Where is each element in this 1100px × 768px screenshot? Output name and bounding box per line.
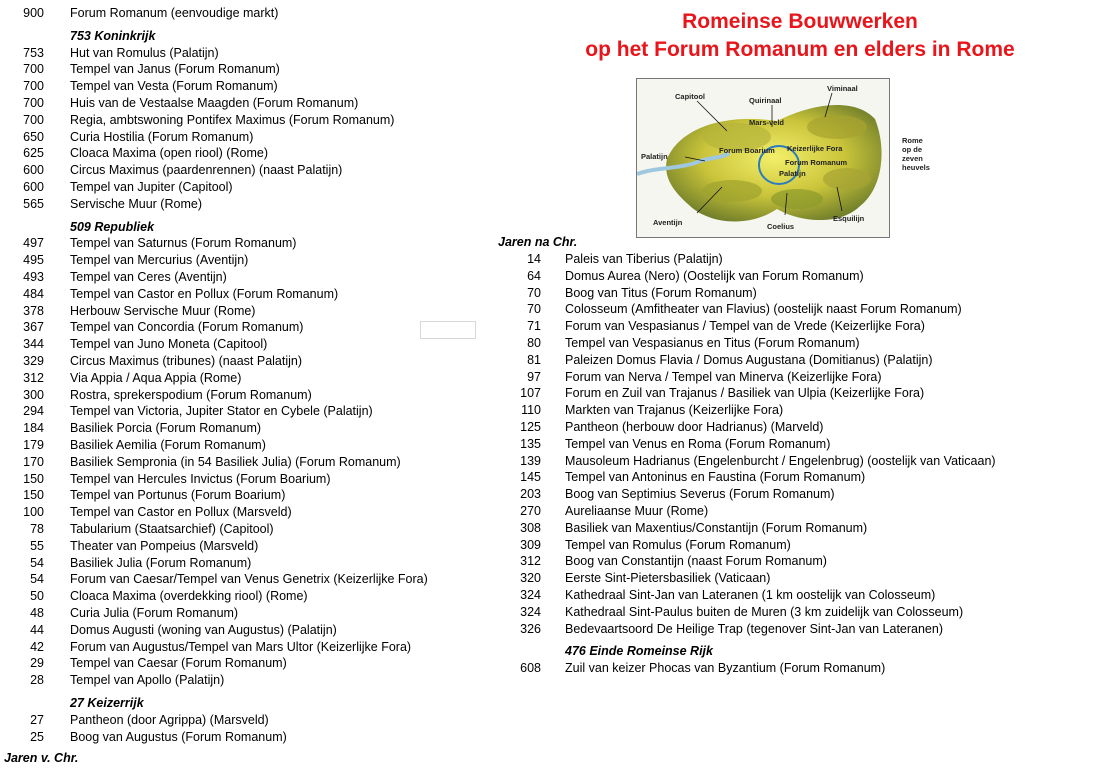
map-label-viminaal: Viminaal bbox=[827, 84, 858, 93]
building-name: Forum van Caesar/Tempel van Venus Genetrix (Keizerlijke Fora) bbox=[70, 572, 428, 587]
bc-era-label: Jaren v. Chr. bbox=[4, 751, 79, 765]
building-name: Zuil van keizer Phocas van Byzantium (Forum Romanum) bbox=[565, 661, 886, 676]
building-name: Tempel van Ceres (Aventijn) bbox=[70, 270, 227, 284]
timeline-row bbox=[4, 196, 604, 213]
year: 367 bbox=[23, 320, 44, 335]
building-name: Tempel van Romulus (Forum Romanum) bbox=[565, 537, 791, 552]
timeline-row bbox=[504, 369, 1100, 386]
year: 608 bbox=[520, 661, 541, 676]
year: 203 bbox=[520, 487, 541, 502]
building-name: Rostra, sprekerspodium (Forum Romanum) bbox=[70, 387, 312, 402]
timeline-row bbox=[504, 486, 1100, 503]
section-header: 476 Einde Romeinse Rijk bbox=[565, 644, 713, 659]
year: 48 bbox=[30, 606, 44, 620]
building-name: Tempel van Portunus (Forum Boarium) bbox=[70, 488, 286, 503]
timeline-row bbox=[4, 162, 604, 179]
map-label-palatijn-center: Palatijn bbox=[779, 169, 806, 178]
year: 324 bbox=[520, 604, 541, 619]
year: 81 bbox=[527, 352, 541, 367]
year: 135 bbox=[520, 436, 541, 451]
timeline-row bbox=[504, 285, 1100, 302]
building-name: Circus Maximus (tribunes) (naast Palatijn) bbox=[70, 354, 303, 368]
building-name: Tempel van Antoninus en Faustina (Forum Romanum) bbox=[565, 470, 866, 485]
building-name: Basiliek Aemilia (Forum Romanum) bbox=[70, 438, 266, 452]
timeline-row bbox=[504, 469, 1100, 486]
map-label-palatijn-left: Palatijn bbox=[641, 152, 668, 161]
building-name: Tempel van Vespasianus en Titus (Forum Romanum) bbox=[565, 336, 860, 350]
building-name: Tempel van Castor en Pollux (Forum Romanum) bbox=[70, 286, 339, 301]
year: 650 bbox=[23, 129, 44, 144]
building-name: Tempel van Mercurius (Aventijn) bbox=[70, 253, 249, 268]
timeline-row bbox=[504, 419, 1100, 436]
building-name: Tempel van Juno Moneta (Capitool) bbox=[70, 337, 268, 352]
year: 145 bbox=[520, 470, 541, 485]
timeline-row bbox=[4, 61, 604, 78]
building-name: Bedevaartsoord De Heilige Trap (tegenover Sint-Jan van Lateranen) bbox=[565, 621, 943, 636]
timeline-row bbox=[504, 537, 1100, 554]
timeline-row bbox=[504, 352, 1100, 369]
timeline-row bbox=[504, 503, 1100, 520]
timeline-row bbox=[504, 570, 1100, 587]
building-name: Paleis van Tiberius (Palatijn) bbox=[565, 252, 723, 266]
year: 97 bbox=[527, 369, 541, 384]
building-name: Tempel van Hercules Invictus (Forum Boarium) bbox=[70, 471, 331, 486]
map-label-marsveld: Mars-veld bbox=[749, 118, 785, 127]
building-name: Tempel van Vesta (Forum Romanum) bbox=[70, 79, 278, 94]
building-name: Boog van Augustus (Forum Romanum) bbox=[70, 729, 287, 744]
year: 600 bbox=[23, 163, 44, 178]
year: 625 bbox=[23, 146, 44, 161]
year: 107 bbox=[520, 386, 541, 401]
year: 125 bbox=[520, 420, 541, 434]
building-name: Forum van Nerva / Tempel van Minerva (Keizerlijke Fora) bbox=[565, 369, 882, 384]
timeline-row bbox=[4, 78, 604, 95]
timeline-row bbox=[4, 112, 604, 129]
year: 70 bbox=[527, 302, 541, 317]
year: 700 bbox=[23, 112, 44, 127]
map-legend bbox=[902, 136, 930, 172]
timeline-row bbox=[504, 385, 1100, 402]
building-name: Tempel van Saturnus (Forum Romanum) bbox=[70, 236, 297, 251]
year: 300 bbox=[23, 387, 44, 402]
building-name: Tempel van Apollo (Palatijn) bbox=[70, 673, 225, 688]
map-label-esquilijn: Esquilijn bbox=[833, 214, 865, 223]
building-name: Tempel van Caesar (Forum Romanum) bbox=[70, 656, 287, 671]
year: 55 bbox=[30, 538, 44, 553]
map-label-forum-boarium: Forum Boarium bbox=[719, 146, 775, 155]
map-legend-line: op de bbox=[902, 145, 922, 154]
year: 308 bbox=[520, 520, 541, 535]
year: 344 bbox=[23, 337, 44, 352]
building-name: Mausoleum Hadrianus (Engelenburcht / Engelenbrug) (oostelijk van Vaticaan) bbox=[565, 453, 996, 468]
year: 495 bbox=[23, 253, 44, 268]
building-name: Servische Muur (Rome) bbox=[70, 196, 202, 211]
year: 378 bbox=[23, 303, 44, 318]
title-line-1: Romeinse Bouwwerken bbox=[682, 10, 918, 33]
year: 700 bbox=[23, 79, 44, 94]
section-header: 753 Koninkrijk bbox=[70, 28, 156, 43]
building-name: Colosseum (Amfitheater van Flavius) (oostelijk naast Forum Romanum) bbox=[565, 302, 962, 317]
building-name: Basiliek Julia (Forum Romanum) bbox=[70, 555, 252, 570]
timeline-row bbox=[4, 639, 604, 656]
year: 78 bbox=[30, 522, 44, 536]
building-name: Tempel van Victoria, Jupiter Stator en Cybele (Palatijn) bbox=[70, 404, 373, 419]
timeline-row bbox=[504, 553, 1100, 570]
year: 312 bbox=[23, 370, 44, 385]
year: 326 bbox=[520, 621, 541, 636]
building-name: Via Appia / Aqua Appia (Rome) bbox=[70, 370, 242, 385]
year: 170 bbox=[23, 454, 44, 469]
year: 497 bbox=[23, 236, 44, 251]
timeline-row bbox=[504, 402, 1100, 419]
timeline-row bbox=[504, 604, 1100, 621]
building-name: Tempel van Concordia (Forum Romanum) bbox=[70, 320, 304, 335]
building-name: Tempel van Venus en Roma (Forum Romanum) bbox=[565, 436, 831, 451]
building-name: Paleizen Domus Flavia / Domus Augustana (Domitianus) (Palatijn) bbox=[565, 352, 933, 367]
timeline-row bbox=[4, 729, 604, 746]
timeline-row bbox=[4, 145, 604, 162]
building-name: Basiliek van Maxentius/Constantijn (Forum Romanum) bbox=[565, 520, 868, 535]
year: 324 bbox=[520, 588, 541, 602]
map-legend-line: zeven bbox=[902, 154, 923, 163]
map-label-capitool: Capitool bbox=[675, 92, 705, 101]
year: 100 bbox=[23, 505, 44, 520]
timeline-row bbox=[4, 712, 604, 729]
building-name: Forum van Vespasianus / Tempel van de Vrede (Keizerlijke Fora) bbox=[565, 319, 925, 334]
timeline-row bbox=[504, 587, 1100, 604]
building-name: Pantheon (herbouw door Hadrianus) (Marveld) bbox=[565, 420, 824, 434]
year: 110 bbox=[521, 403, 541, 418]
building-name: Domus Aurea (Nero) (Oostelijk van Forum Romanum) bbox=[565, 268, 864, 283]
year: 44 bbox=[30, 622, 44, 637]
building-name: Forum en Zuil van Trajanus / Basiliek van Ulpia (Keizerlijke Fora) bbox=[565, 386, 925, 401]
map-label-keizerlijke-fora: Keizerlijke Fora bbox=[787, 144, 843, 153]
building-name: Cloaca Maxima (open riool) (Rome) bbox=[70, 146, 268, 161]
building-name: Hut van Romulus (Palatijn) bbox=[70, 45, 219, 60]
map-legend-line: Rome bbox=[902, 136, 923, 145]
year: 42 bbox=[30, 639, 44, 654]
map-legend-line: heuvels bbox=[902, 163, 930, 172]
building-name: Theater van Pompeius (Marsveld) bbox=[70, 538, 259, 553]
building-name: Eerste Sint-Pietersbasiliek (Vaticaan) bbox=[565, 571, 771, 586]
timeline-row bbox=[504, 621, 1100, 638]
year: 600 bbox=[23, 180, 44, 194]
timeline-row bbox=[504, 251, 1100, 268]
timeline-row bbox=[504, 436, 1100, 453]
map-label-aventijn: Aventijn bbox=[653, 218, 683, 227]
building-name: Circus Maximus (paardenrennen) (naast Palatijn) bbox=[70, 163, 343, 178]
year: 294 bbox=[23, 404, 44, 419]
timeline-row bbox=[504, 660, 1100, 677]
building-name: Boog van Constantijn (naast Forum Romanum) bbox=[565, 554, 827, 569]
timeline-row bbox=[504, 453, 1100, 470]
year: 71 bbox=[527, 319, 541, 334]
year: 64 bbox=[527, 268, 541, 283]
year: 700 bbox=[23, 62, 44, 77]
building-name: Tempel van Jupiter (Capitool) bbox=[70, 180, 233, 194]
timeline-row bbox=[4, 45, 604, 62]
year: 80 bbox=[527, 336, 541, 350]
building-name: Tempel van Castor en Pollux (Marsveld) bbox=[70, 505, 292, 520]
year: 753 bbox=[23, 45, 44, 60]
building-name: Herbouw Servische Muur (Rome) bbox=[70, 303, 256, 318]
building-name: Forum van Augustus/Tempel van Mars Ultor (Keizerlijke Fora) bbox=[70, 639, 412, 654]
timeline-row bbox=[4, 5, 604, 22]
year: 70 bbox=[527, 285, 541, 300]
year: 184 bbox=[23, 421, 44, 436]
section-header: 509 Republiek bbox=[70, 219, 155, 234]
map-illustration bbox=[637, 79, 889, 237]
building-name: Aureliaanse Muur (Rome) bbox=[565, 504, 709, 518]
building-name: Basiliek Sempronia (in 54 Basiliek Julia) (Forum Romanum) bbox=[70, 454, 401, 469]
building-name: Tabularium (Staatsarchief) (Capitool) bbox=[70, 522, 274, 536]
ad-era-label: Jaren na Chr. bbox=[498, 235, 578, 249]
section-header: 27 Keizerrijk bbox=[70, 696, 144, 710]
building-name: Domus Augusti (woning van Augustus) (Palatijn) bbox=[70, 622, 337, 637]
year: 25 bbox=[30, 729, 44, 744]
timeline-row bbox=[504, 301, 1100, 318]
seven-hills-map bbox=[636, 78, 890, 238]
building-name: Forum Romanum (eenvoudige markt) bbox=[70, 6, 279, 20]
year: 312 bbox=[520, 554, 541, 569]
year: 329 bbox=[23, 354, 44, 368]
year: 700 bbox=[23, 96, 44, 110]
title-line-2: op het Forum Romanum en elders in Rome bbox=[585, 38, 1015, 61]
timeline-row bbox=[504, 268, 1100, 285]
building-name: Cloaca Maxima (overdekking riool) (Rome) bbox=[70, 589, 308, 604]
building-name: Pantheon (door Agrippa) (Marsveld) bbox=[70, 712, 269, 727]
year: 493 bbox=[23, 270, 44, 284]
year: 50 bbox=[30, 589, 44, 604]
building-name: Huis van de Vestaalse Maagden (Forum Romanum) bbox=[70, 96, 359, 110]
year: 270 bbox=[520, 504, 541, 518]
timeline-row bbox=[4, 179, 604, 196]
year: 309 bbox=[520, 537, 541, 552]
year: 320 bbox=[520, 571, 541, 586]
building-name: Basiliek Porcia (Forum Romanum) bbox=[70, 421, 262, 436]
timeline-row bbox=[4, 95, 604, 112]
year: 139 bbox=[520, 453, 541, 468]
year: 900 bbox=[23, 6, 44, 20]
year: 179 bbox=[23, 438, 44, 452]
page-title bbox=[520, 8, 1080, 64]
map-label-forum-romanum: Forum Romanum bbox=[785, 158, 848, 167]
year: 54 bbox=[30, 572, 44, 587]
year: 54 bbox=[30, 555, 44, 570]
year: 28 bbox=[30, 673, 44, 688]
year: 14 bbox=[527, 252, 541, 266]
year: 150 bbox=[23, 471, 44, 486]
map-label-quirinaal: Quirinaal bbox=[749, 96, 782, 105]
timeline-row bbox=[504, 335, 1100, 352]
timeline-row bbox=[504, 520, 1100, 537]
map-label-coelius: Coelius bbox=[767, 222, 795, 231]
year: 150 bbox=[23, 488, 44, 503]
building-name: Tempel van Janus (Forum Romanum) bbox=[70, 62, 280, 77]
building-name: Curia Hostilia (Forum Romanum) bbox=[70, 129, 254, 144]
building-name: Markten van Trajanus (Keizerlijke Fora) bbox=[565, 403, 784, 418]
year: 27 bbox=[30, 712, 44, 727]
year: 29 bbox=[30, 656, 44, 671]
building-name: Regia, ambtswoning Pontifex Maximus (Forum Romanum) bbox=[70, 112, 395, 127]
building-name: Curia Julia (Forum Romanum) bbox=[70, 606, 239, 620]
timeline-row bbox=[504, 318, 1100, 335]
building-name: Boog van Titus (Forum Romanum) bbox=[565, 285, 757, 300]
building-name: Kathedraal Sint-Jan van Lateranen (1 km oostelijk van Colosseum) bbox=[565, 588, 936, 602]
building-name: Boog van Septimius Severus (Forum Romanum) bbox=[565, 487, 835, 502]
building-name: Kathedraal Sint-Paulus buiten de Muren (3 km zuidelijk van Colosseum) bbox=[565, 604, 964, 619]
timeline-row bbox=[4, 129, 604, 146]
year: 565 bbox=[23, 196, 44, 211]
year: 484 bbox=[23, 286, 44, 301]
